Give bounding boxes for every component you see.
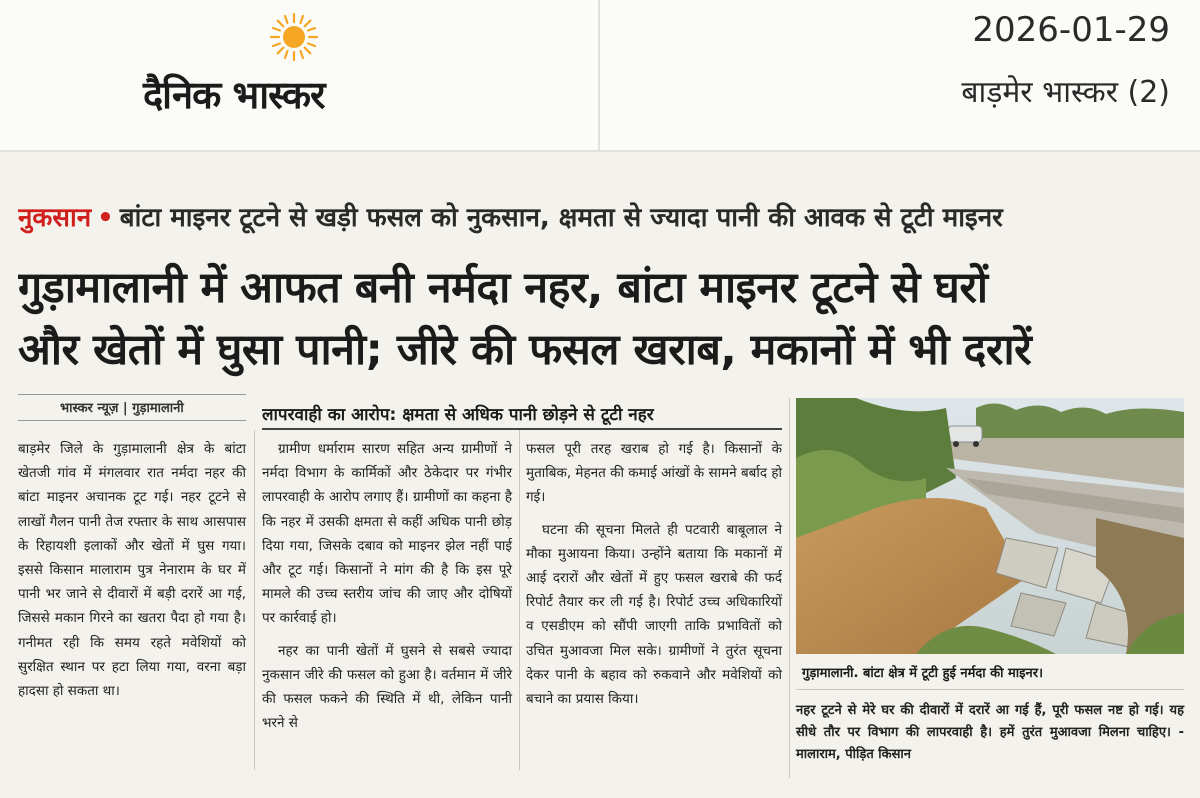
header-divider <box>598 0 600 150</box>
kicker-text: बांटा माइनर टूटने से खड़ी फसल को नुकसान, क्षमता से ज्यादा पानी की आवक से टूटी माइनर <box>119 203 1003 233</box>
paragraph: नहर का पानी खेतों में घुसने से सबसे ज्यादा नुकसान जीरे की फसल को हुआ है। वर्तमान में जीरे की फसल फकने की स्थिति में थी, लेकिन पानी भरने से <box>262 642 512 732</box>
paragraph: ग्रामीण धर्माराम सारण सहित अन्य ग्रामीणों ने नर्मदा विभाग के कार्मिकों और ठेकेदार पर गंभीर लापरवाही के आरोप लगाए हैं। ग्रामीणों का कहना है कि नहर में उसकी क्षमता से कहीं अधिक पानी छोड़ दिया गया, जिसके दबाव को माइनर झेल नहीं पाई और टूट गई। किसानों ने मांग की है कि इस पूरे मामले की उच्च स्तरीय जांच की जाए और दोषियों पर कार्रवाई हो। <box>262 441 512 627</box>
column-separator <box>254 430 255 770</box>
byline-rule-top <box>18 394 246 395</box>
byline-rule-bottom <box>18 420 246 421</box>
subhead-rule <box>262 428 782 430</box>
brand-logo <box>143 10 443 120</box>
article-column-1 <box>18 437 246 703</box>
masthead <box>0 0 1200 150</box>
pull-quote: नहर टूटने से मेरे घर की दीवारों में दरारें आ गई हैं, पूरी फसल नष्ट हो गई। यह सीधे तौर पर विभाग की लापरवाही है। हमें तुरंत मुआवजा मिलना चाहिए। - मालाराम, पीड़ित किसान <box>796 703 1184 762</box>
kicker-line <box>18 198 1188 234</box>
column-separator <box>789 398 790 778</box>
headline-line-2: और खेतों में घुसा पानी; जीरे की फसल खराब, मकानों में भी दरारें <box>18 325 1032 375</box>
article-column-2 <box>262 437 512 735</box>
column-separator <box>519 430 520 770</box>
byline: भास्कर न्यूज़ | गुड़ामालानी <box>60 401 184 416</box>
paragraph: घटना की सूचना मिलते ही पटवारी बाबूलाल ने मौका मुआयना किया। उन्होंने बताया कि मकानों में आई दरारों और खेतों में हुए फसल खराबे की फर्द रिपोर्ट तैयार कर ली गई है। रिपोर्ट उच्च अधिकारियों व एसडीएम को सौंपी जाएगी ताकि प्रभावितों को उचित मुआवजा मिल सके। ग्रामीणों ने तुरंत सूचना देकर पानी के बहाव को रुकवाने और मवेशियों को बचाने का प्रयास किया। <box>526 521 782 708</box>
paragraph: फसल पूरी तरह खराब हो गई है। किसानों के मुताबिक, मेहनत की कमाई आंखों के सामने बर्बाद हो गई। <box>526 441 782 506</box>
photo-caption: गुड़ामालानी. बांटा क्षेत्र में टूटी हुई नर्मदा की माइनर। <box>796 656 1184 690</box>
article-column-3 <box>526 437 782 711</box>
paragraph: बाड़मेर जिले के गुड़ामालानी क्षेत्र के बांटा खेतजी गांव में मंगलवार रात नर्मदा नहर की बांटा माइनर अचानक टूट गई। नहर टूटने से लाखों गैलन पानी तेज रफ्तार के साथ आसपास के रिहायशी इलाकों और खेतों में घुस गया। इससे किसान मालाराम पुत्र नेनाराम के घर में पानी भर जाने से दीवारों में बड़ी दरारें आ गई, जिससे मकान गिरने का खतरा पैदा हो गया है। गनीमत रही कि समय रहते मवेशियों को सुरक्षित स्थान पर हटा लिया गया, वरना बड़ा हादसा हो सकता था। <box>18 441 246 700</box>
kicker-label: नुकसान <box>18 203 92 233</box>
sun-icon <box>269 12 319 62</box>
headline-line-1: गुड़ामालानी में आफत बनी नर्मदा नहर, बांटा माइनर टूटने से घरों <box>18 263 988 313</box>
edition-date: 2026-01-29 <box>972 10 1170 50</box>
kicker-bullet: • <box>97 203 114 233</box>
canal-breach-photo <box>796 398 1184 654</box>
brand-name: दैनिक भास्कर <box>143 73 325 117</box>
subheadline: लापरवाही का आरोप: क्षमता से अधिक पानी छोड़ने से टूटी नहर <box>262 405 654 425</box>
edition-name: बाड़मेर भास्कर (2) <box>961 75 1170 110</box>
